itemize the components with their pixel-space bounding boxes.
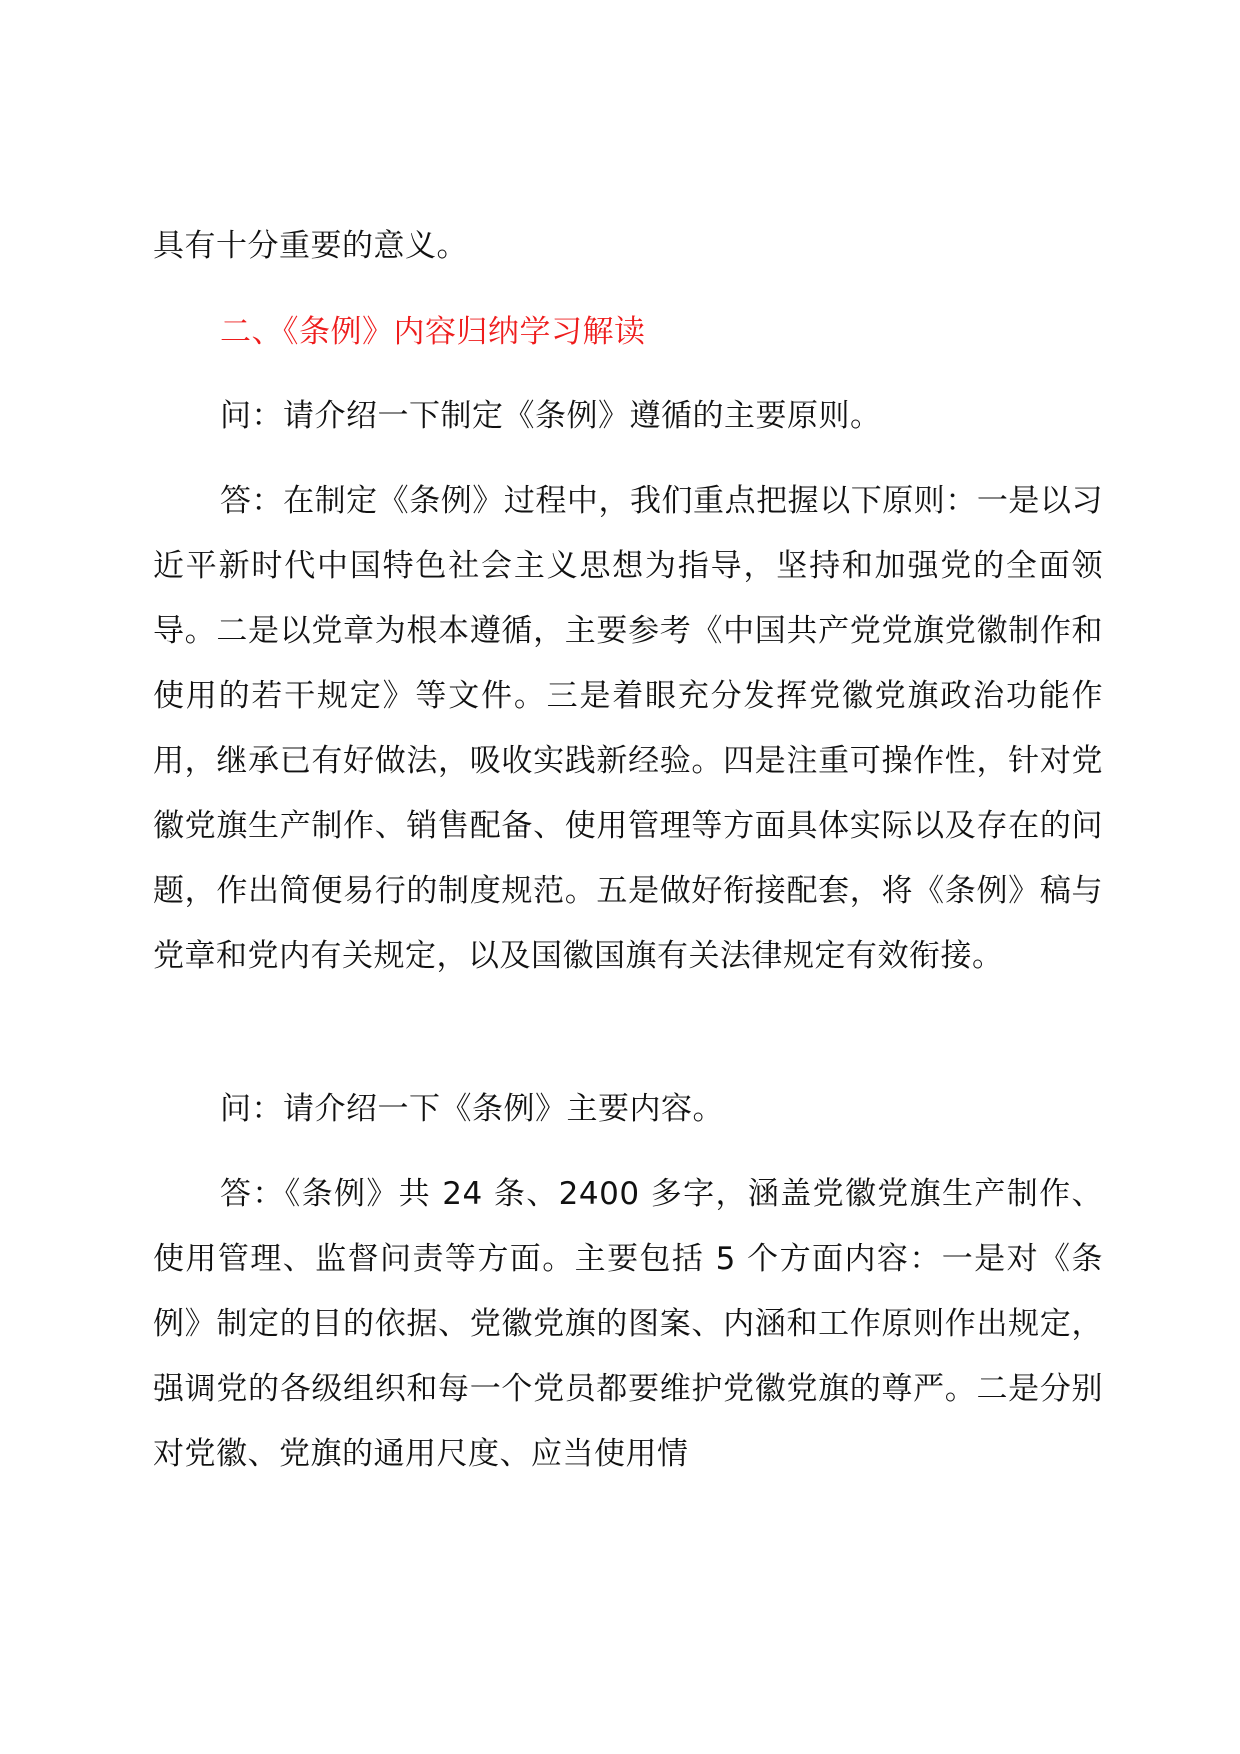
question-1: 问：请介绍一下制定《条例》遵循的主要原则。 (220, 398, 882, 434)
paragraph-continuation: 具有十分重要的意义。 (153, 228, 468, 264)
question-2: 问：请介绍一下《条例》主要内容。 (220, 1091, 724, 1127)
section-heading: 二、《条例》内容归纳学习解读 (220, 314, 646, 350)
answer-1: 答：在制定《条例》过程中，我们重点把握以下原则：一是以习近平新时代中国特色社会主义思想为指导，坚持和加强党的全面领导。二是以党章为根本遵循，主要参考《中国共产党党旗党徽制作和使用的若干规定》等文件。三是着眼充分发挥党徽党旗政治功能作用，继承已有好做法，吸收实践新经验。四是注重可操作性，针对党徽党旗生产制作、销售配备、使用管理等方面具体实际以及存在的问题，作出简便易行的制度规范。五是做好衔接配套，将《条例》稿与党章和党内有关规定，以及国徽国旗有关法律规定有效衔接。 (153, 483, 1103, 974)
answer-2: 答：《条例》共 24 条、2400 多字，涵盖党徽党旗生产制作、使用管理、监督问责等方面。主要包括 5 个方面内容：一是对《条例》制定的目的依据、党徽党旗的图案、内涵和工作原则作出规定，强调党的各级组织和每一个党员都要维护党徽党旗的尊严。二是分别对党徽、党旗的通用尺度、应当使用情 (153, 1176, 1103, 1472)
